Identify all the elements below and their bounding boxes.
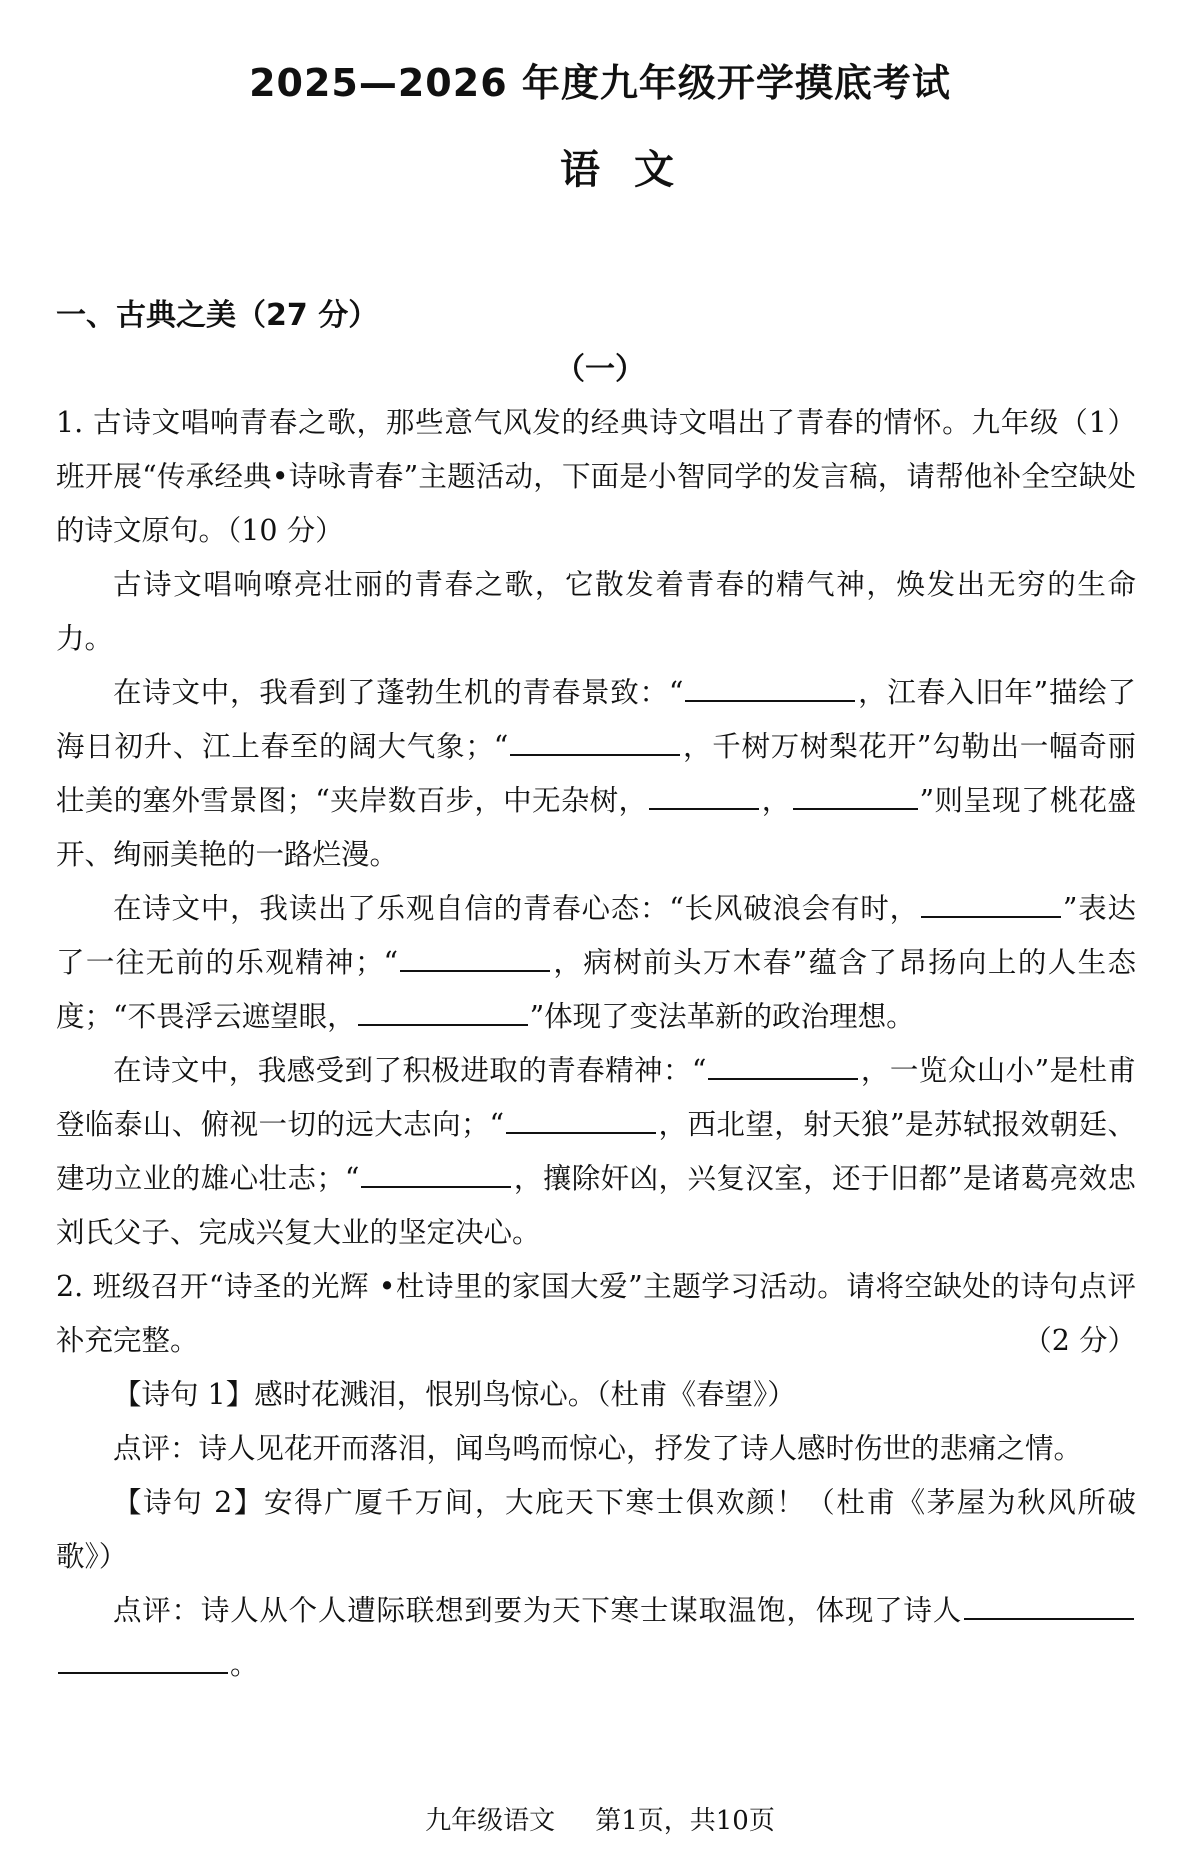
text-segment: ，西北望，射天狼”是苏轼报效朝廷、建功立业的雄心壮志；“ xyxy=(56,1108,1136,1195)
answer-blank[interactable] xyxy=(361,1156,511,1188)
text-segment: 在诗文中，我读出了乐观自信的青春心态：“长风破浪会有时， xyxy=(113,892,919,925)
text-segment: ”则呈现了桃花盛开、绚丽美艳的一路烂漫。 xyxy=(56,784,1136,871)
text-segment: ，千树万树梨花开”勾勒出一幅奇丽壮美的塞外雪景图；“夹岸数百步，中无杂树， xyxy=(56,730,1136,817)
answer-blank[interactable] xyxy=(708,1048,858,1080)
paragraph-spirit xyxy=(56,1044,1136,1260)
question-body xyxy=(56,396,1136,1692)
answer-blank[interactable] xyxy=(358,994,528,1026)
answer-blank[interactable] xyxy=(58,1642,228,1674)
text-segment: 在诗文中，我感受到了积极进取的青春精神：“ xyxy=(113,1054,707,1087)
text-segment: ， xyxy=(761,784,791,817)
footer-subject: 九年级语文 xyxy=(425,1806,556,1836)
subject-title: 语文 xyxy=(560,147,708,193)
text-segment: 。 xyxy=(230,1648,259,1681)
paragraph-attitude xyxy=(56,882,1136,1044)
question-2-text: 2. 班级召开“诗圣的光辉 •杜诗里的家国大爱”主题学习活动。请将空缺处的诗句点评补充完整。 xyxy=(56,1270,1136,1357)
text-segment: ”表达了一往无前的乐观精神；“ xyxy=(56,892,1137,979)
text-segment: 点评：诗人从个人遭际联想到要为天下寒士谋取温饱，体现了诗人 xyxy=(113,1594,962,1627)
comment-1: 点评：诗人见花开而落泪，闻鸟鸣而惊心，抒发了诗人感时伤世的悲痛之情。 xyxy=(113,1432,1083,1465)
section-heading: 一、古典之美（27 分） xyxy=(56,298,379,333)
text-segment: 在诗文中，我看到了蓬勃生机的青春景致：“ xyxy=(113,676,684,709)
answer-blank[interactable] xyxy=(510,724,680,756)
answer-blank[interactable] xyxy=(506,1102,656,1134)
exam-title: 2025—2026 年度九年级开学摸底考试 xyxy=(249,61,951,105)
text-segment: ，病树前头万木春”蕴含了昂扬向上的人生态度；“不畏浮云遮望眼， xyxy=(56,946,1136,1033)
answer-blank[interactable] xyxy=(685,670,855,702)
comment-2 xyxy=(56,1584,1136,1692)
question-2-prompt xyxy=(56,1260,1136,1368)
question-1-prompt: 1. 古诗文唱响青春之歌，那些意气风发的经典诗文唱出了青春的情怀。九年级（1）班开展“传承经典•诗咏青春”主题活动，下面是小智同学的发言稿，请帮他补全空缺处的诗文原句。（10 分） xyxy=(56,406,1136,547)
paragraph-intro: 古诗文唱响嘹亮壮丽的青春之歌，它散发着青春的精气神，焕发出无穷的生命力。 xyxy=(56,568,1136,655)
text-segment: ”体现了变法革新的政治理想。 xyxy=(529,1000,915,1033)
paragraph-scenery xyxy=(56,666,1136,882)
poem-line-2: 【诗句 2】安得广厦千万间，大庇天下寒士俱欢颜！（杜甫《茅屋为秋风所破歌》） xyxy=(56,1486,1136,1573)
page-footer xyxy=(0,1800,1200,1837)
text-segment: ，一览众山小”是杜甫登临泰山、俯视一切的远大志向；“ xyxy=(56,1054,1136,1141)
sub-heading: （一） xyxy=(555,352,645,387)
footer-page-number: 第1页，共10页 xyxy=(595,1806,775,1836)
answer-blank[interactable] xyxy=(400,940,550,972)
answer-blank[interactable] xyxy=(964,1588,1134,1620)
text-segment: ，攘除奸凶，兴复汉室，还于旧都”是诸葛亮效忠刘氏父子、完成兴复大业的坚定决心。 xyxy=(56,1162,1136,1249)
answer-blank[interactable] xyxy=(921,886,1061,918)
text-segment: ，江春入旧年”描绘了海日初升、江上春至的阔大气象；“ xyxy=(56,676,1136,763)
question-2-score: （2 分） xyxy=(1023,1324,1136,1357)
poem-line-1: 【诗句 1】感时花溅泪，恨别鸟惊心。（杜甫《春望》） xyxy=(113,1378,796,1411)
answer-blank[interactable] xyxy=(649,778,759,810)
answer-blank[interactable] xyxy=(793,778,918,810)
